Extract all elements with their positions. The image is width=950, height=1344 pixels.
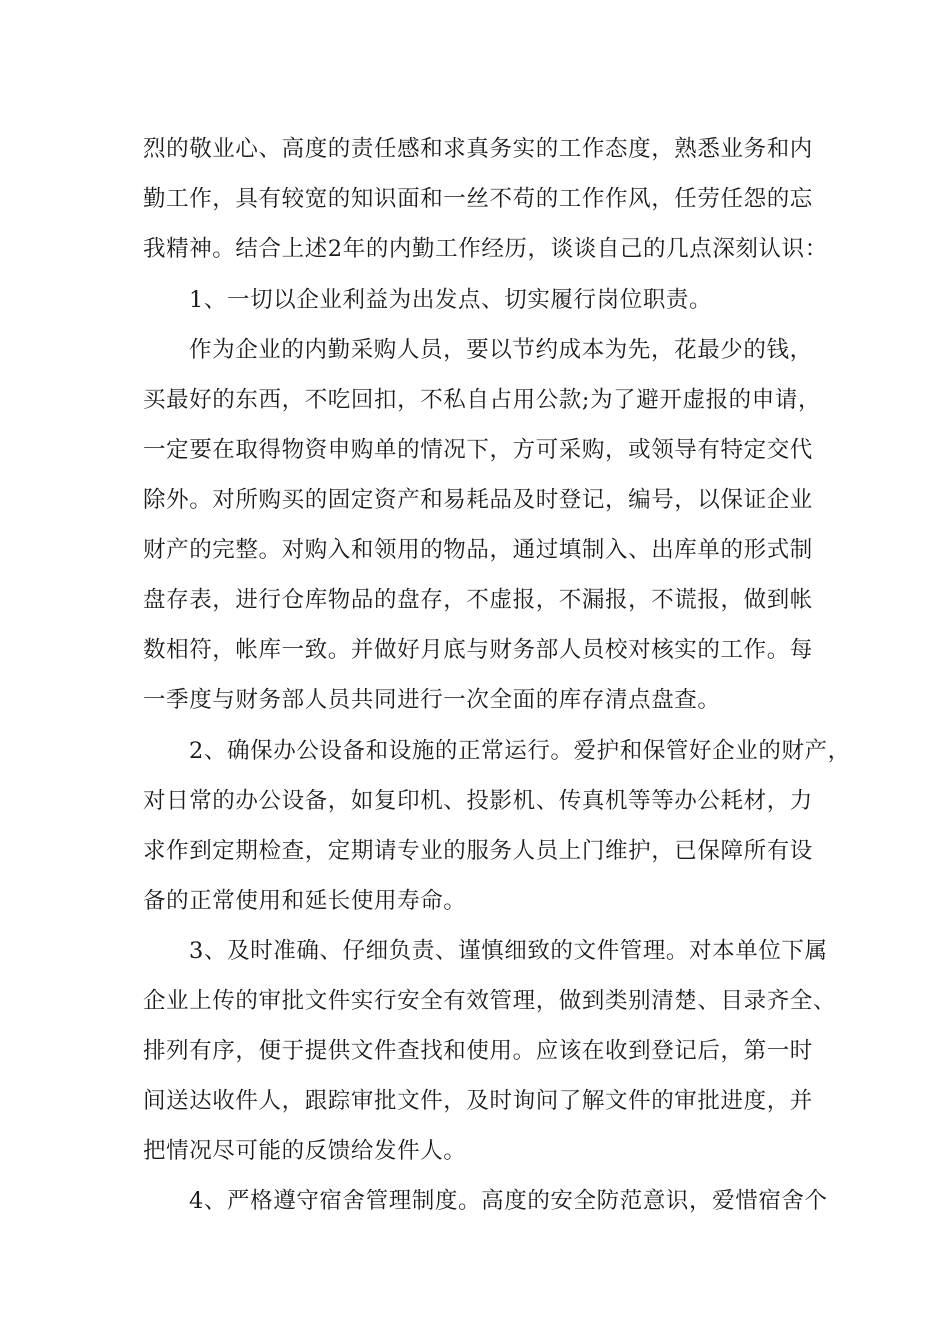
section-heading: 1、一切以企业利益为出发点、切实履行岗位职责。 (189, 287, 713, 313)
text-line: 备的正常使用和延长使用寿命。 (143, 888, 467, 914)
text-line: 买最好的东西，不吃回扣，不私自占用公款;为了避开虚报的申请， (143, 387, 822, 413)
text-line: 作为企业的内勤采购人员，要以节约成本为先，花最少的钱， (189, 337, 813, 363)
text-line: 一定要在取得物资申购单的情况下，方可采购，或领导有特定交代 (143, 437, 813, 463)
text-line: 企业上传的审批文件实行安全有效管理，做到类别清楚、目录齐全、 (143, 988, 837, 1014)
text-line: 一季度与财务部人员共同进行一次全面的库存清点盘查。 (143, 687, 721, 713)
section-heading: 4、严格遵守宿舍管理制度。高度的安全防范意识，爱惜宿舍个 (189, 1188, 828, 1214)
text-line: 把情况尽可能的反馈给发件人。 (143, 1138, 467, 1164)
text-line: 盘存表，进行仓库物品的盘存，不虚报，不漏报，不谎报，做到帐 (143, 587, 813, 613)
section-heading: 3、及时准确、仔细负责、谨慎细致的文件管理。对本单位下属 (189, 938, 828, 964)
text-line: 对日常的办公设备，如复印机、投影机、传真机等等办公耗材，力 (143, 788, 813, 814)
text-line: 间送达收件人，跟踪审批文件，及时询问了解文件的审批进度，并 (143, 1088, 813, 1114)
text-line: 求作到定期检查，定期请专业的服务人员上门维护，已保障所有设 (143, 838, 813, 864)
text-line: 财产的完整。对购入和领用的物品，通过填制入、出库单的形式制 (143, 537, 813, 563)
text-line: 烈的敬业心、高度的责任感和求真务实的工作态度，熟悉业务和内 (143, 136, 813, 162)
text-line: 我精神。结合上述2年的内勤工作经历，谈谈自己的几点深刻认识： (143, 236, 828, 262)
section-heading: 2、确保办公设备和设施的正常运行。爱护和保管好企业的财产， (189, 738, 851, 764)
text-line: 勤工作，具有较宽的知识面和一丝不苟的工作作风，任劳任怨的忘 (143, 186, 813, 212)
text-line: 排列有序，便于提供文件查找和使用。应该在收到登记后，第一时 (143, 1038, 813, 1064)
text-line: 数相符，帐库一致。并做好月底与财务部人员校对核实的工作。每 (143, 637, 813, 663)
text-line: 除外。对所购买的固定资产和易耗品及时登记，编号，以保证企业 (143, 487, 813, 513)
